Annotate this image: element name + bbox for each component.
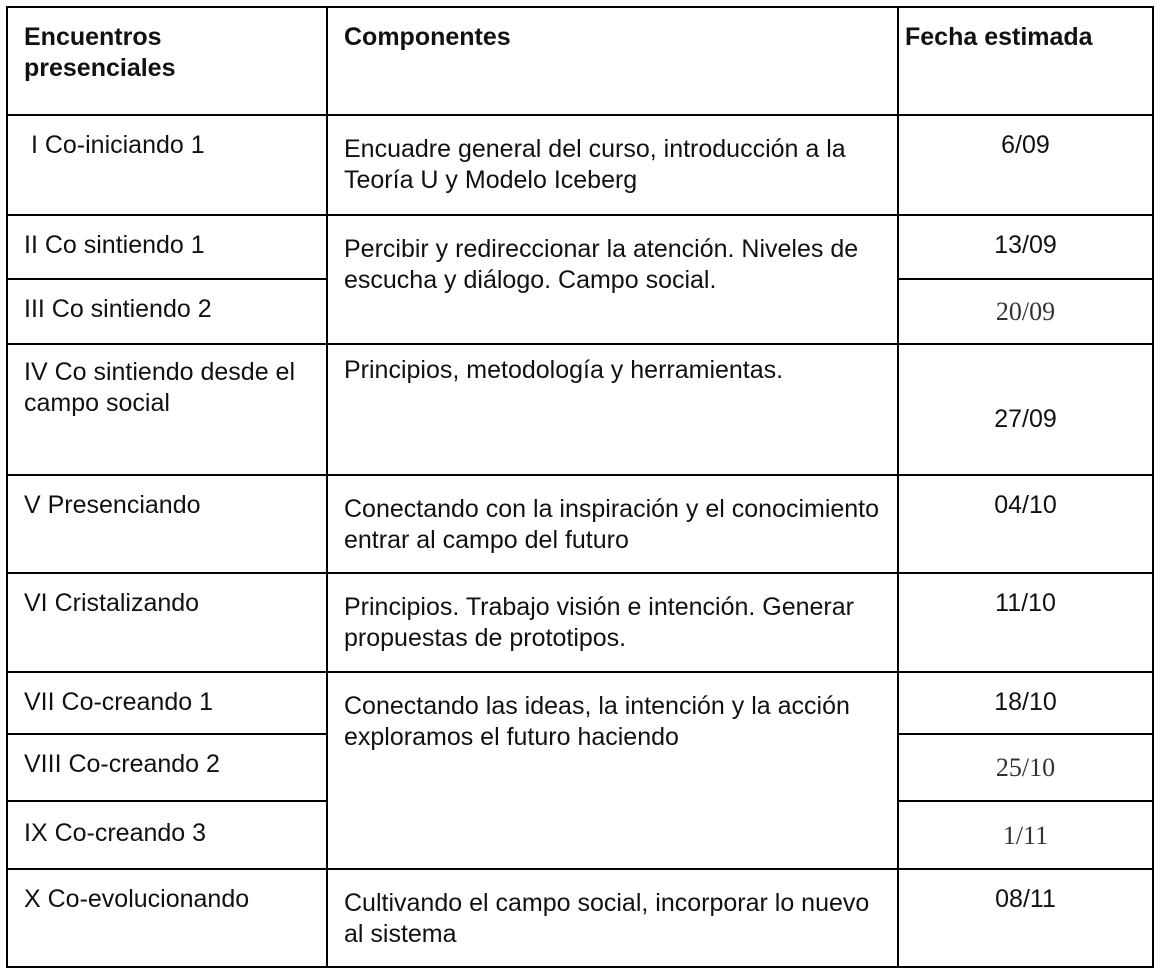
encuentro-cell: VII Co-creando 1	[7, 672, 327, 734]
fecha-cell: 11/10	[898, 573, 1153, 672]
header-componentes: Componentes	[327, 7, 898, 115]
encuentro-cell: V Presenciando	[7, 475, 327, 574]
table-row	[7, 672, 1153, 734]
header-encuentros: Encuentros presenciales	[7, 7, 327, 115]
table-row	[7, 115, 1153, 215]
table-row	[7, 344, 1153, 474]
table-row	[7, 215, 1153, 279]
table-row	[7, 869, 1153, 967]
fecha-cell: 6/09	[898, 115, 1153, 215]
encuentro-cell: III Co sintiendo 2	[7, 279, 327, 345]
table-row	[7, 475, 1153, 574]
componente-cell: Principios. Trabajo visión e intención. Generar propuestas de prototipos.	[327, 573, 898, 672]
schedule-table	[6, 6, 1154, 968]
encuentro-cell: IX Co-creando 3	[7, 801, 327, 869]
header-fecha: Fecha estimada	[898, 7, 1153, 115]
fecha-cell: 20/09	[898, 279, 1153, 345]
fecha-cell: 18/10	[898, 672, 1153, 734]
table-header-row	[7, 7, 1153, 115]
encuentro-cell: I Co-iniciando 1	[7, 115, 327, 215]
encuentro-cell: VIII Co-creando 2	[7, 734, 327, 802]
encuentro-cell: II Co sintiendo 1	[7, 215, 327, 279]
fecha-cell: 13/09	[898, 215, 1153, 279]
componente-cell: Principios, metodología y herramientas.	[327, 344, 898, 474]
fecha-cell: 08/11	[898, 869, 1153, 967]
fecha-cell: 27/09	[898, 344, 1153, 474]
componente-cell: Encuadre general del curso, introducción a la Teoría U y Modelo Iceberg	[327, 115, 898, 215]
encuentro-cell: X Co-evolucionando	[7, 869, 327, 967]
encuentro-cell: IV Co sintiendo desde el campo social	[7, 344, 327, 474]
table-row	[7, 573, 1153, 672]
componente-cell: Percibir y redireccionar la atención. Niveles de escucha y diálogo. Campo social.	[327, 215, 898, 344]
encuentro-cell: VI Cristalizando	[7, 573, 327, 672]
fecha-cell: 25/10	[898, 734, 1153, 802]
fecha-cell: 04/10	[898, 475, 1153, 574]
componente-cell: Cultivando el campo social, incorporar lo nuevo al sistema	[327, 869, 898, 967]
componente-cell: Conectando con la inspiración y el conocimiento entrar al campo del futuro	[327, 475, 898, 574]
componente-cell: Conectando las ideas, la intención y la acción exploramos el futuro haciendo	[327, 672, 898, 869]
fecha-cell: 1/11	[898, 801, 1153, 869]
